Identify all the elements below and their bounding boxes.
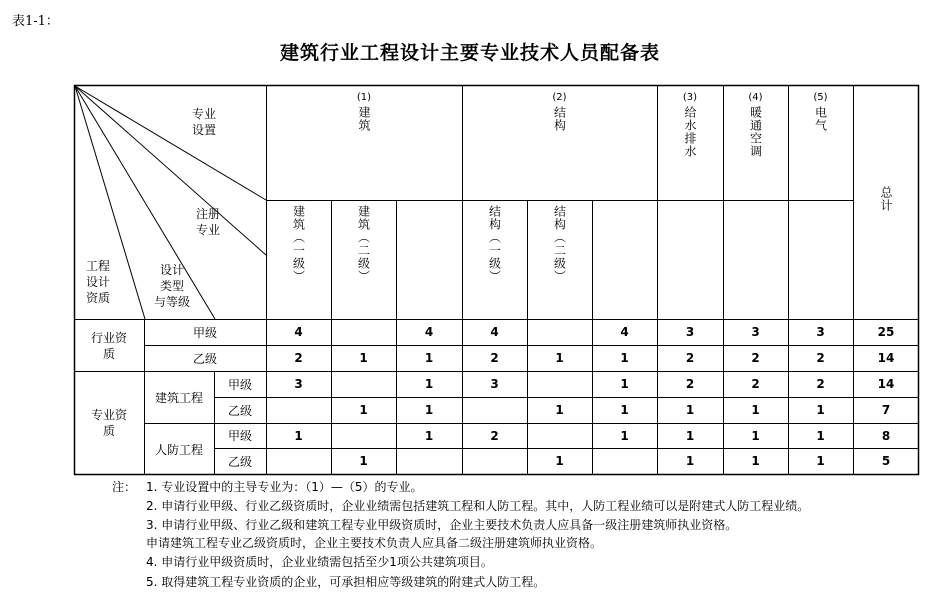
corner-text: 专业 [191,107,216,121]
specialty-num: (3) [682,92,698,103]
row-group-building [148,390,210,406]
table-cell: 1 [620,403,629,417]
specialty-header-structure [462,90,657,132]
note-line: 3. 申请行业甲级、行业乙级和建筑工程专业甲级资质时，企业主要技术负责人应具备一级注册建筑师执业资格。 [146,518,738,532]
table-cell: 2 [751,351,760,365]
grade-label: 乙级 [227,404,252,418]
table-cell: 5 [881,454,891,468]
corner-text: 设计 [159,263,184,277]
registered-header [527,205,592,283]
table-cell: 2 [685,351,695,365]
table-cell: 7 [881,403,891,417]
table-cell: 1 [620,428,629,443]
table-cell: 1 [555,403,564,417]
specialty-name: 给水排水 [683,106,697,158]
specialty-num: (2) [552,92,567,103]
note-line: 5. 取得建筑工程专业资质的企业，可承担相应等级建筑的附建式人防工程。 [146,575,546,589]
table-cell: 2 [294,351,303,365]
specialty-header-electrical [788,90,853,132]
registered-label: 结构（二级） [552,205,567,283]
table-cell: 1 [685,403,695,417]
table-cell: 1 [555,454,564,468]
corner-text: 专业 [195,223,220,237]
row-group-text: 行业资质 [90,331,127,361]
specialty-header-architecture [266,90,462,132]
corner-specialty [184,106,224,138]
table-cell: 1 [751,454,760,468]
table-cell: 1 [294,428,303,443]
specialty-header-plumbing [657,90,723,158]
table-cell: 1 [620,377,629,391]
corner-text: 设计 [85,275,110,289]
specialty-num: (5) [813,92,828,103]
corner-text: 与等级 [153,295,190,309]
grade-label: 乙级 [192,352,217,366]
note-line: 1. 专业设置中的主导专业为：（1）—（5）的专业。 [146,480,423,494]
total-label: 总计 [879,186,893,212]
table-cell: 1 [424,428,434,443]
note-line: 2. 申请行业甲级、行业乙级资质时，企业业绩需包括建筑工程和人防工程。其中，人防工程业绩可以是附建式人防工程业绩。 [146,499,810,513]
table-cell: 1 [424,377,434,391]
row-group-text: 人防工程 [154,443,203,457]
corner-text: 资质 [85,291,110,305]
specialty-name: 暖通空调 [748,106,763,158]
table-cell: 2 [816,377,825,391]
corner-qualification [78,258,118,306]
specialty-header-hvac [723,90,788,158]
table-cell: 1 [424,403,434,417]
grade-label: 乙级 [227,455,252,469]
table-cell: 1 [751,403,760,417]
table-cell: 25 [877,325,895,339]
grade-label: 甲级 [227,429,252,443]
table-cell: 1 [816,428,825,443]
registered-label: 建筑（一级） [291,205,306,283]
corner-design-type [145,262,199,310]
table-cell: 2 [685,377,695,391]
table-cell: 4 [424,325,434,339]
table-cell: 2 [816,351,825,365]
corner-text: 类型 [159,279,184,293]
table-cell: 4 [294,325,303,339]
table-cell: 3 [751,325,760,339]
row-group-text: 建筑工程 [154,391,203,405]
registered-header [462,205,527,283]
table-cell: 1 [555,351,564,365]
registered-header [331,205,396,283]
table-cell: 2 [751,377,760,391]
registered-label: 结构（一级） [487,205,502,283]
table-cell: 3 [490,377,499,391]
specialty-num: (4) [748,92,763,103]
note-line: 申请建筑工程专业乙级资质时，企业主要技术负责人应具备二级注册建筑师执业资格。 [146,536,603,550]
registered-label: 建筑（二级） [356,205,371,283]
table-cell: 3 [685,325,695,339]
row-group-civil-defense [148,442,210,458]
table-cell: 1 [424,351,434,365]
page-title: 建筑行业工程设计主要专业技术人员配备表 [279,42,660,64]
notes-prefix: 注： [112,480,137,494]
specialty-num: (1) [356,92,372,103]
row-group-text: 专业资质 [90,408,127,438]
table-label: 表1-1： [12,14,59,29]
registered-header [266,205,331,283]
specialty-name: 结构 [552,106,567,132]
table-cell: 1 [359,454,368,468]
table-cell: 4 [620,325,629,339]
table-cell: 1 [685,454,695,468]
table-cell: 1 [359,351,368,365]
table-cell: 4 [490,325,499,339]
row-group-industry [86,330,132,362]
corner-text: 注册 [195,207,220,221]
corner-text: 工程 [85,259,110,273]
note-line: 4. 申请行业甲级资质时，企业业绩需包括至少1项公共建筑项目。 [146,555,493,569]
table-cell: 1 [685,428,695,443]
table-cell: 14 [877,377,895,391]
corner-text: 设置 [191,123,216,137]
table-cell: 1 [620,351,629,365]
table-cell: 1 [359,403,368,417]
grade-label: 甲级 [192,326,217,340]
table-cell: 8 [881,428,891,443]
grade-label: 甲级 [227,378,252,392]
table-cell: 2 [490,351,499,365]
specialty-name: 建筑 [357,106,371,132]
row-group-specialty [86,407,132,439]
corner-registered [188,206,228,238]
table-cell: 1 [816,454,825,468]
table-cell: 3 [816,325,825,339]
specialty-name: 电气 [813,106,828,132]
total-header [853,186,919,212]
table-cell: 1 [816,403,825,417]
table-cell: 14 [877,351,895,365]
table-cell: 2 [490,428,499,443]
table-cell: 3 [294,377,303,391]
table-cell: 1 [751,428,760,443]
